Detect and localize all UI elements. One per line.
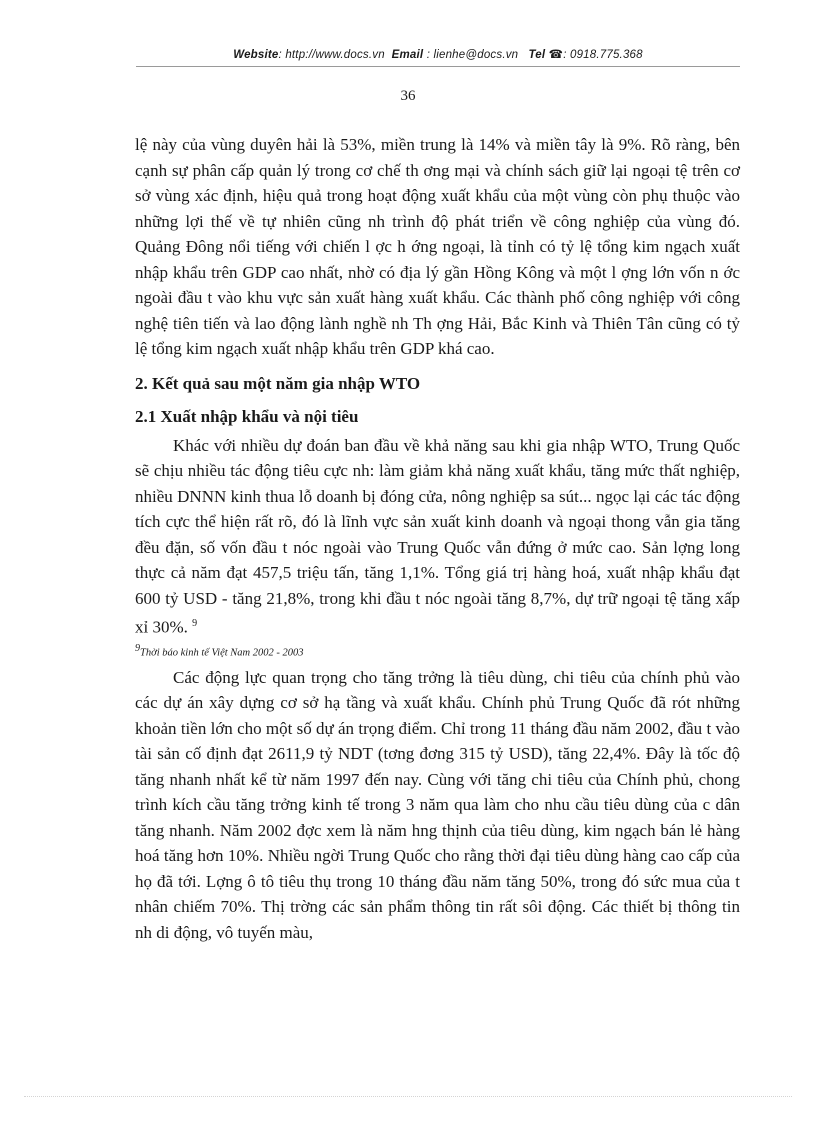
- subsection-heading: 2.1 Xuất nhập khẩu và nội tiêu: [135, 406, 359, 426]
- page-header: [136, 47, 740, 61]
- footnote-text: Thời báo kinh tế Việt Nam 2002 - 2003: [140, 647, 304, 659]
- header-divider: [136, 66, 740, 67]
- tel-value: : 0918.775.368: [563, 49, 643, 61]
- footnote-mark: 9: [135, 643, 140, 655]
- paragraph-1: lệ này của vùng duyên hải là 53%, miền trung là 14% và miền tây là 9%. Rõ ràng, bên cạnh sự phân cấp quản lý trong cơ chế th ơng mại và chính sách giữ lại ngoại tệ trên cơ sở vùng xác định, hiệu quả trong hoạt động xuất khẩu của một vùng còn phụ thuộc vào những lợi thế về tự nhiên cũng nh trình độ phát triển về công nghiệp của vùng đó. Quảng Đông nổi tiếng với chiến l ợc h ớng ngoại, là tỉnh có tỷ lệ tổng kim ngạch xuất nhập khẩu trên GDP cao nhất, nhờ có địa lý gần Hồng Kông và một l ợng lớn vốn n ớc ngoài đầu t vào khu vực sản xuất hàng xuất khẩu. Các thành phố công nghiệp với công nghệ tiên tiến và lao động lành nghề nh Th ợng Hải, Bắc Kinh và Thiên Tân cũng có tỷ lệ tổng kim ngạch xuất nhập khẩu trên GDP khá cao.: [135, 135, 740, 358]
- footnote: [135, 642, 740, 661]
- phone-icon: ☎: [548, 49, 564, 61]
- paragraph-3: Các động lực quan trọng cho tăng trởng là tiêu dùng, chi tiêu của chính phủ vào các dự án xây dựng cơ sở hạ tầng và xuất khẩu. Chính phủ Trung Quốc đã rót những khoản tiền lớn cho một số dự án trọng điểm. Chỉ trong 11 tháng đầu năm 2002, đầu t vào tài sản cố định đạt 2611,9 tỷ NDT (tơng đơng 315 tỷ USD), tăng 22,4%. Đây là tốc độ tăng nhanh nhất kể từ năm 1997 đến nay. Cùng với tăng chi tiêu của Chính phủ, chong trình kích cầu tăng trởng kinh tế trong 3 năm qua làm cho nhu cầu tiêu dùng của c dân tăng nhanh. Năm 2002 đợc xem là năm hng thịnh của tiêu dùng, kim ngạch bán lẻ hàng hoá tăng hơn 10%. Nhiều ngời Trung Quốc cho rằng thời đại tiêu dùng hàng cao cấp của họ đã tới. Lợng ô tô tiêu thụ trong 10 tháng đầu năm tăng 50%, trong đó sức mua của t nhân chiếm 70%. Thị trờng các sản phẩm thông tin rất sôi động. Các thiết bị thông tin nh di động, vô tuyến màu,: [135, 667, 740, 942]
- paragraph-2: [135, 433, 740, 641]
- document-body: [135, 132, 740, 945]
- section-heading: 2. Kết quả sau một năm gia nhập WTO: [135, 373, 421, 393]
- email-value: : lienhe@docs.vn: [426, 49, 519, 61]
- page-number: 36: [400, 88, 416, 104]
- footnote-reference: 9: [192, 618, 198, 629]
- email-label: Email: [391, 49, 424, 61]
- website-label: Website: [233, 49, 279, 61]
- tel-label: Tel: [528, 49, 546, 61]
- page-bottom-border: [24, 1096, 792, 1097]
- website-value: : http://www.docs.vn: [278, 49, 385, 61]
- paragraph-2-text: Khác với nhiều dự đoán ban đầu về khả năng sau khi gia nhập WTO, Trung Quốc sẽ chịu nhiều tác động tiêu cực nh: làm giảm khả năng xuất khẩu, tăng mức thất nghiệp, nhiều DNNN kinh thua lỗ doanh bị đóng cửa, nông nghiệp sa sút... ngọc lại các tác động tích cực thể hiện rất rõ, đó là lĩnh vực sản xuất kinh doanh và ngoại thong vẫn gia tăng đều đặn, số vốn đầu t nóc ngoài vào Trung Quốc vẫn đứng ở mức cao. Sản lợng long thực cả năm đạt 457,5 triệu tấn, tăng 1,1%. Tổng giá trị hàng hoá, xuất nhập khẩu đạt 600 tỷ USD - tăng 21,8%, trong khi đầu t nóc ngoài tăng 8,7%, dự trữ ngoại tệ tăng xấp xỉ 30%.: [135, 435, 740, 637]
